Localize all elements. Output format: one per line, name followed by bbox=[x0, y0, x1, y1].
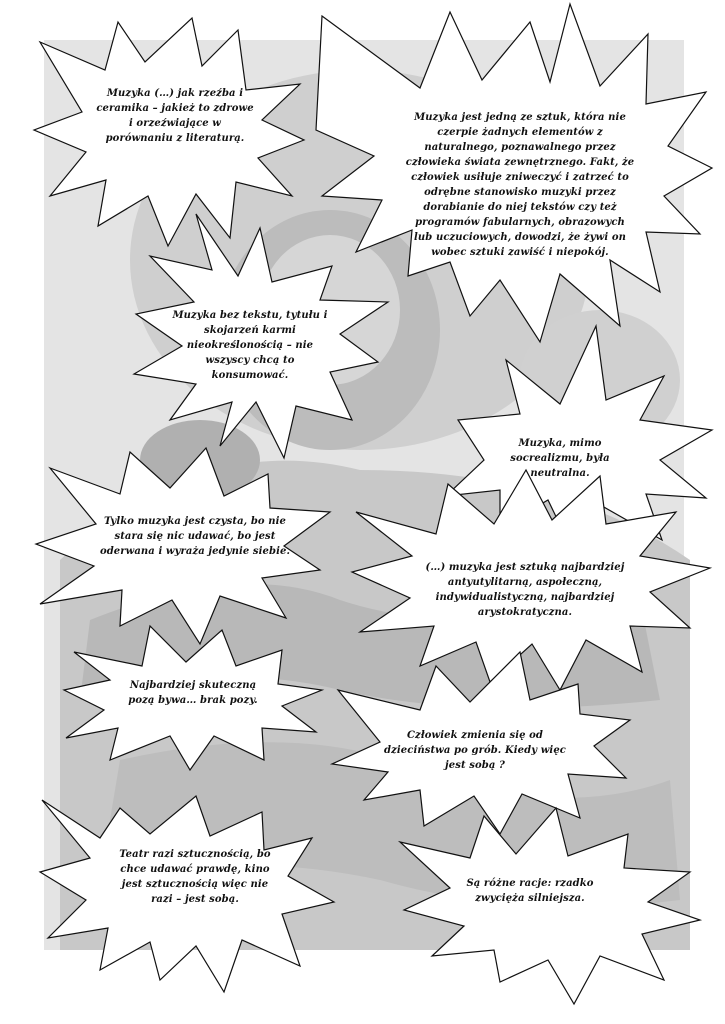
quote-human-change: Człowiek zmienia się od dzieciństwa po grób. Kiedy więc jest sobą ? bbox=[384, 730, 566, 771]
quote-music-aristocratic: (…) muzyka jest sztuką najbardziej antyutylitarną, aspołeczną, indywidualistyczną, najbardziej arystokratyczna. bbox=[425, 562, 625, 618]
quote-reasons: Są różne racje: rzadko zwycięża silniejsza. bbox=[466, 878, 594, 904]
quote-music-pure: Tylko muzyka jest czysta, bo nie stara się nic udawać, bo jest oderwana i wyraża jedynie siebie. bbox=[99, 516, 291, 557]
quote-theatre-cinema: Teatr razi sztucznością, bo chce udawać prawdę, kino jest sztucznością więc nie razi – jest sobą. bbox=[119, 849, 271, 905]
quote-music-neutral: Muzyka, mimo socrealizmu, była neutralna. bbox=[510, 438, 610, 479]
quote-music-without-text: Muzyka bez tekstu, tytułu i skojarzeń karmi nieokreślonością – nie wszyscy chcą to konsumować. bbox=[172, 310, 328, 381]
quote-music-sculpture: Muzyka (…) jak rzeźba i ceramika – jakież to zdrowe i orzeźwiające w porównaniu z literaturą. bbox=[96, 88, 254, 144]
quote-music-art: Muzyka jest jedną ze sztuk, która nie czerpie żadnych elementów z naturalnego, poznawalnego przez człowieka świata zewnętrznego. Fakt, że człowiek usiłuje zniweczyć i zatrzeć to odrębne stanowisko muzyki przez dorabianie do niej tekstów czy też programów fabularnych, obrazowych lub uczuciowych, dowodzi, że żywi on wobec sztuki zawiść i niepokój. bbox=[405, 112, 635, 258]
quote-pose: Najbardziej skuteczną pozą bywa… brak pozy. bbox=[128, 680, 258, 706]
